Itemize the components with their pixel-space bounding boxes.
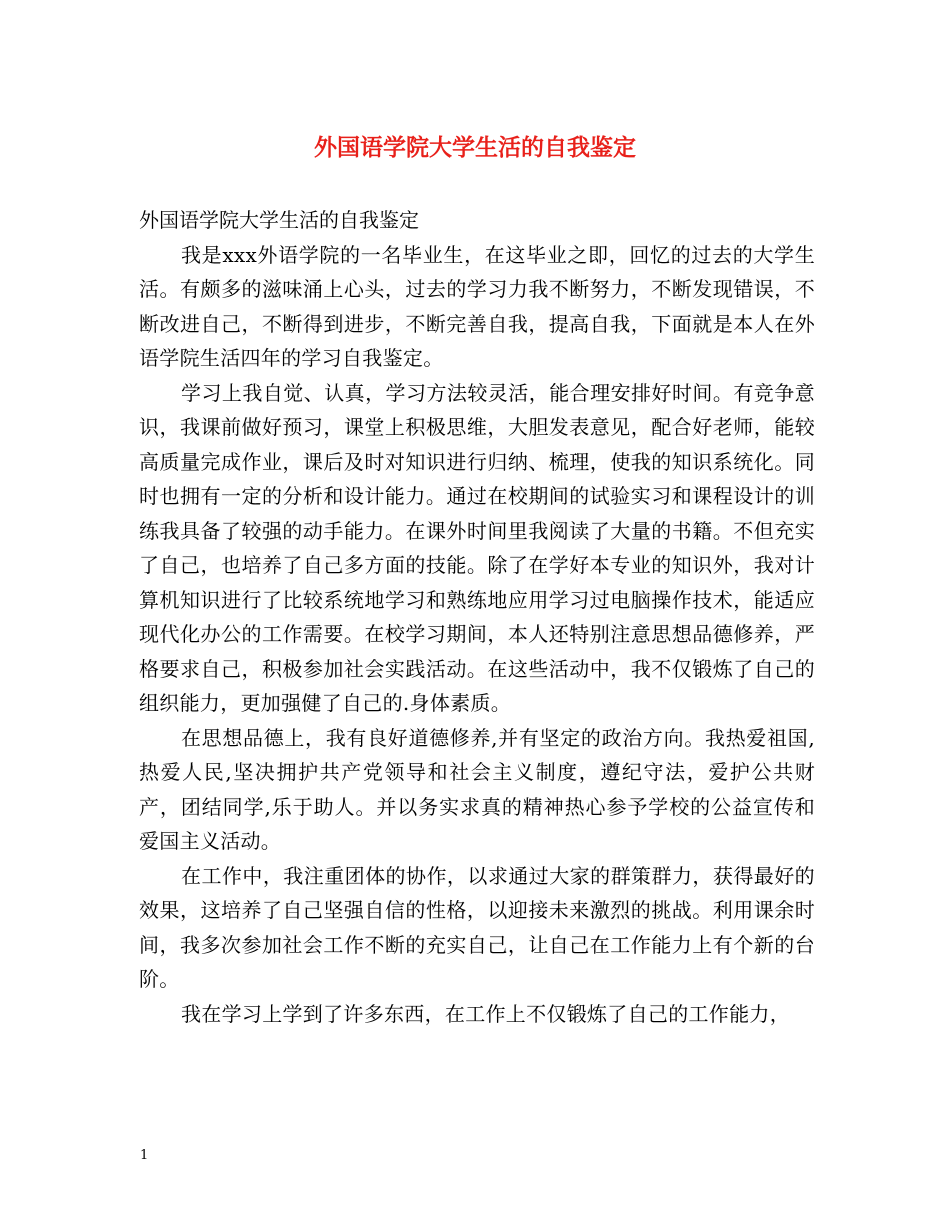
paragraph: 在思想品德上，我有良好道德修养,并有坚定的政治方向。我热爱祖国,热爱人民,坚决拥护共产党领导和社会主义制度，遵纪守法，爱护公共财产，团结同学,乐于助人。并以务实求真的精神热心参予学校的公益宣传和爱国主义活动。 [139, 725, 815, 853]
document-body [139, 203, 815, 1031]
paragraph: 我在学习上学到了许多东西，在工作上不仅锻炼了自己的工作能力， [181, 1001, 790, 1026]
paragraph: 学习上我自觉、认真，学习方法较灵活，能合理安排好时间。有竞争意识，我课前做好预习，课堂上积极思维，大胆发表意见，配合好老师，能较高质量完成作业，课后及时对知识进行归纳、梳理，使我的知识系统化。同时也拥有一定的分析和设计能力。通过在校期间的试验实习和课程设计的训练我具备了较强的动手能力。在课外时间里我阅读了大量的书籍。不但充实了自己，也培养了自己多方面的技能。除了在学好本专业的知识外，我对计算机知识进行了比较系统地学习和熟练地应用学习过电脑操作技术，能适应现代化办公的工作需要。在校学习期间，本人还特别注意思想品德修养，严格要求自己，积极参加社会实践活动。在这些活动中，我不仅锻炼了自己的组织能力，更加强健了自己的.身体素质。 [139, 380, 815, 715]
document-subtitle: 外国语学院大学生活的自我鉴定 [139, 208, 419, 232]
page-number: 1 [140, 1148, 149, 1163]
document-title: 外国语学院大学生活的自我鉴定 [314, 134, 636, 161]
paragraph: 在工作中，我注重团体的协作，以求通过大家的群策群力，获得最好的效果，这培养了自己坚强自信的性格，以迎接未来激烈的挑战。利用课余时间，我多次参加社会工作不断的充实自己，让自己在工作能力上有个新的台阶。 [139, 863, 815, 991]
paragraph: 我是xxx外语学院的一名毕业生，在这毕业之即，回忆的过去的大学生活。有颇多的滋味涌上心头，过去的学习力我不断努力，不断发现错误，不断改进自己，不断得到进步，不断完善自我，提高自我，下面就是本人在外语学院生活四年的学习自我鉴定。 [139, 242, 815, 370]
